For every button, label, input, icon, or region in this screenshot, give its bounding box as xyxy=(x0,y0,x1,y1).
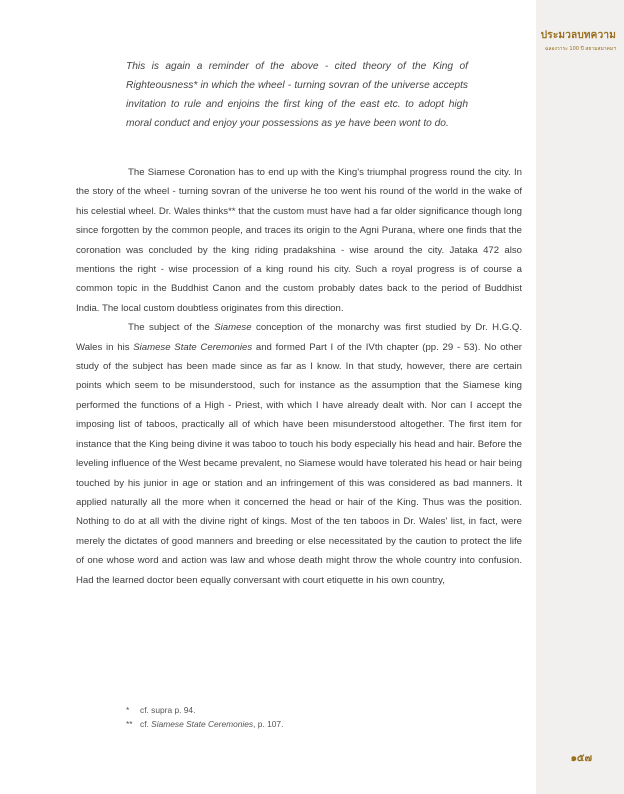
footnote-2 xyxy=(126,717,506,731)
italic-book-title: Siamese State Ceremonies xyxy=(133,341,253,353)
page-number: ๑๕๗ xyxy=(570,753,592,764)
header-subtitle: ฉลองวาระ 100 ปี สยามสมาคมฯ xyxy=(544,46,616,52)
footnote-title: Siamese State Ceremonies xyxy=(151,719,254,729)
paragraph-text-a: The subject of the xyxy=(128,322,215,334)
side-band xyxy=(536,0,624,794)
paragraph-coronation: The Siamese Coronation has to end up with the King's triumphal progress round the city. In the story of the wheel - turning sovran of the universe he too went his round of the world in the wake of his celestial wheel. Dr. Wales thinks** that the custom must have had a far older significance though long since forgotten by the common people, and traces its origin to the Agni Purana, where one finds that the coronation was concluded by the king riding pradakshina - wise around the city. Jataka 472 also mentions the right - wise procession of a king round his city. Such a royal progress is of course a common topic in the Buddhist Canon and the custom probably dates back to the period of Buddhist India. The local custom doubtless originates from this direction. xyxy=(76,167,522,314)
footnote-prefix: cf. xyxy=(140,719,152,729)
italic-siamese: Siamese xyxy=(214,322,252,334)
header-title: ประมวลบทความ xyxy=(540,30,616,41)
block-quote: This is again a reminder of the above - cited theory of the King of Righteousness* in which the wheel - turning sovran of the universe accepts invitation to rule and enjoins the first king of the east etc. to adopt high moral conduct and enjoy your possessions as ye have been wont to do. xyxy=(126,61,468,129)
paragraph-text-c: and formed Part I of the IVth chapter (pp. 29 - 53). No other study of the subject has been made since as far as I know. In that study, however, there are certain points which seem to be misunderstood, such for instance as the assumption that the Siamese king performed the functions of a High - Priest, with which I have already dealt with. Nor can I accept the imposing list of taboos, practically all of which have been misunderstood altogether. The first item for instance that the King being divine it was taboo to touch his body especially his head and hair. Before the leveling influence of the West became prevalent, no Siamese would have tolerated his head or hair being touched by his junior in age or station and an infringement of this was considered as bad manners. It applied naturally all the more when it concerned the head or hair of the King. Thus was the position. Nothing to do at all with the divine right of kings. Most of the ten taboos in Dr. Wales' list, in fact, were merely the dictates of good manners and breeding or else necessitated by the caution to protect the life of one whose word and action was law and whose death might throw the whole country into confusion. Had the learned doctor been equally conversant with court etiquette in his own country, xyxy=(76,341,523,586)
footnotes xyxy=(126,703,506,731)
paragraph-monarchy xyxy=(76,318,522,590)
footnote-text: cf. supra p. 94. xyxy=(140,705,196,715)
footnote-marker: * xyxy=(126,705,130,715)
footnote-suffix: , p. 107. xyxy=(253,719,284,729)
footnote-1 xyxy=(126,703,506,717)
footnote-marker: ** xyxy=(126,719,133,729)
paragraph-text-b: conception of the monarchy was first studied by Dr. H.G.Q. Wales in his xyxy=(76,322,522,353)
footnote-text xyxy=(140,717,283,731)
running-header xyxy=(536,28,616,53)
body-text xyxy=(76,163,522,590)
